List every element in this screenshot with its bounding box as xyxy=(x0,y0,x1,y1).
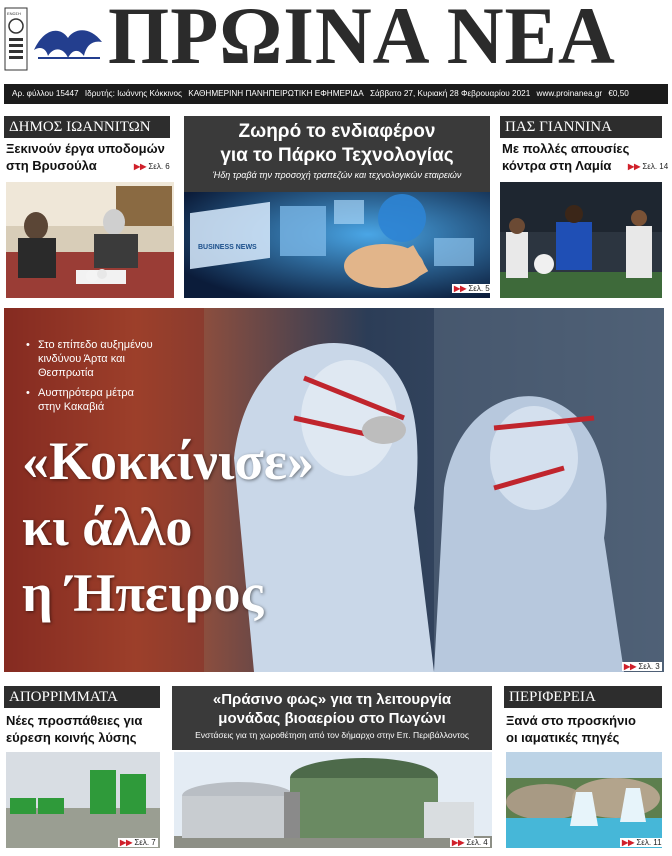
screen-text: BUSINESS NEWS xyxy=(198,244,257,251)
page-ref-5[interactable] xyxy=(452,284,492,293)
headline-springs[interactable] xyxy=(506,712,664,746)
main-bullets xyxy=(26,338,156,420)
masthead xyxy=(0,0,672,98)
paper-type: ΚΑΘΗΜΕΡΙΝΗ ΠΑΝΗΠΕΙΡΩΤΙΚΗ ΕΦΗΜΕΡΙΔΑ xyxy=(188,89,364,98)
arrow-icon: ▶▶ xyxy=(622,838,635,847)
newspaper-title: ΠΡΩΙΝΑ ΝΕΑ xyxy=(108,0,616,81)
biogas-header[interactable] xyxy=(172,686,492,750)
arrow-icon: ▶▶ xyxy=(624,662,637,671)
headline-line: στη Βρυσούλα xyxy=(6,158,97,173)
arrow-icon: ▶▶ xyxy=(452,838,465,847)
kicker-municipality: ΔΗΜΟΣ ΙΩΑΝΝΙΤΩΝ xyxy=(4,116,170,138)
page-ref-text: Σελ. 6 xyxy=(148,162,170,171)
kicker-pas-giannina: ΠΑΣ ΓΙΑΝΝΙΝΑ xyxy=(500,116,662,138)
page-ref-text: Σελ. 3 xyxy=(638,662,660,671)
page-ref-3[interactable] xyxy=(622,662,662,671)
headline-line: Με πολλές απουσίες xyxy=(502,141,630,156)
headline-line: μονάδας βιοαερίου στο Πωγώνι xyxy=(218,710,446,727)
kicker-waste: ΑΠΟΡΡΙΜΜΑΤΑ xyxy=(4,686,160,708)
photo-waste-bins xyxy=(6,752,160,848)
headline-line: «Πράσινο φως» για τη λειτουργία xyxy=(212,691,452,708)
page-ref-text: Σελ. 5 xyxy=(468,284,490,293)
arrow-icon: ▶▶ xyxy=(628,162,641,171)
headline-line: Νέες προσπάθειες για xyxy=(6,713,143,728)
headline-line: «Κοκκίνισε» xyxy=(22,431,314,491)
headline-line: Ξεκινούν έργα υποδομών xyxy=(6,141,165,156)
headline-line: για το Πάρκο Τεχνολογίας xyxy=(220,145,454,166)
info-bar xyxy=(4,84,668,104)
page-ref-4[interactable] xyxy=(450,838,490,847)
bullet-text: Στο επίπεδο αυξημένου κινδύνου Άρτα και Θεσπρωτία xyxy=(38,339,153,379)
main-headline xyxy=(22,428,314,626)
bullet-item xyxy=(26,386,156,414)
page-ref-6[interactable] xyxy=(134,162,170,171)
issue-number: Αρ. φύλλου 15447 xyxy=(12,89,79,98)
issue-date: Σάββατο 27, Κυριακή 28 Φεβρουαρίου 2021 xyxy=(369,89,531,98)
headline-line: κόντρα στη Λαμία xyxy=(502,158,612,173)
emblem-logo xyxy=(30,20,106,64)
photo-biogas-plant xyxy=(174,752,492,848)
photo-technology xyxy=(184,192,490,298)
arrow-icon: ▶▶ xyxy=(454,284,467,293)
headline-waste-solution[interactable] xyxy=(6,712,162,746)
subhead: Ενστάσεις για τη χωροθέτηση από τον δήμαρχο στην Επ. Περιβάλλοντος xyxy=(195,730,469,740)
tech-park-header[interactable] xyxy=(184,116,490,192)
headline-line: η Ήπειρος xyxy=(22,563,264,623)
headline-line: εύρεση κοινής λύσης xyxy=(6,730,137,745)
price: €0,50 xyxy=(608,89,629,98)
union-badge xyxy=(4,4,28,74)
bullet-item xyxy=(26,338,156,380)
page-ref-11[interactable] xyxy=(620,838,664,847)
photo-football xyxy=(500,182,662,298)
headline-line: κι άλλο xyxy=(22,497,193,557)
page-ref-text: Σελ. 4 xyxy=(466,838,488,847)
main-story[interactable] xyxy=(4,308,664,672)
arrow-icon: ▶▶ xyxy=(134,162,147,171)
badge-text: ΕΝΩΣΗ xyxy=(7,11,21,16)
page-ref-7[interactable] xyxy=(118,838,158,847)
subhead: Ήδη τραβά την προσοχή τραπεζών και τεχνολογικών εταιρειών xyxy=(212,170,462,180)
photo-signing-meeting xyxy=(6,182,174,298)
founder: Ιδρυτής: Ιωάννης Κόκκινος xyxy=(84,89,183,98)
page-ref-14[interactable] xyxy=(628,162,668,171)
headline-line: Ξανά στο προσκήνιο xyxy=(506,713,636,728)
arrow-icon: ▶▶ xyxy=(120,838,133,847)
headline-line: οι ιαματικές πηγές xyxy=(506,730,620,745)
page-ref-text: Σελ. 7 xyxy=(134,838,156,847)
headline-line: Ζωηρό το ενδιαφέρον xyxy=(238,121,436,142)
kicker-region: ΠΕΡΙΦΕΡΕΙΑ xyxy=(504,686,662,708)
page-ref-text: Σελ. 14 xyxy=(642,162,669,171)
page-ref-text: Σελ. 11 xyxy=(636,838,662,847)
bullet-text: Αυστηρότερα μέτρα στην Κακαβιά xyxy=(38,387,134,413)
website-link[interactable]: www.proinanea.gr xyxy=(536,89,603,98)
photo-thermal-springs xyxy=(506,752,662,848)
